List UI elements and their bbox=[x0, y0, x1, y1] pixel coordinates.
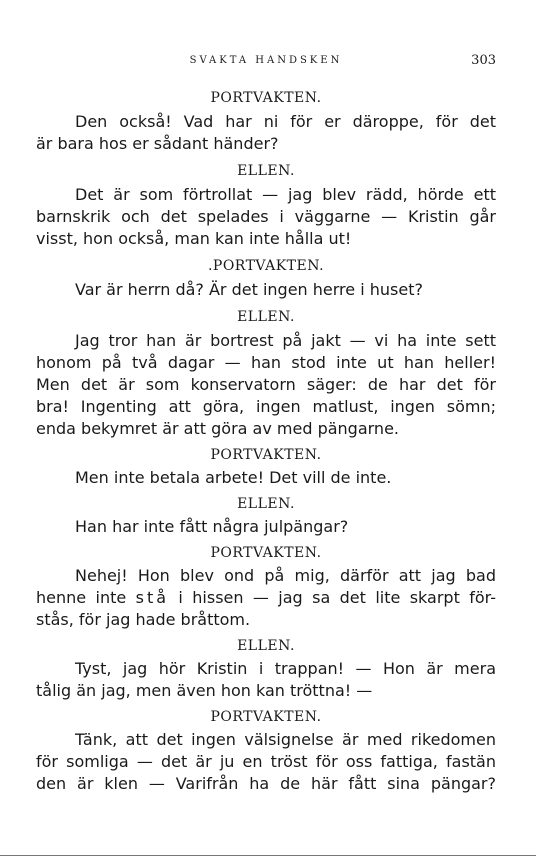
speaker-name: PORTVAKTEN. bbox=[210, 447, 322, 463]
speaker-name: ELLEN. bbox=[237, 309, 295, 325]
dialogue-line bbox=[36, 587, 496, 609]
speaker-name: ELLEN. bbox=[237, 496, 295, 512]
dialogue-line: Var är herrn då? Är det ingen herre i huset? bbox=[75, 280, 423, 299]
running-head: SVAKTA HANDSKEN bbox=[189, 55, 343, 66]
dialogue-line: Men inte betala arbete! Det vill de inte. bbox=[75, 468, 392, 487]
dialogue-line: barnskrik och det spelades i väggarne — Kristin går bbox=[36, 207, 496, 226]
emphasized-text: stå bbox=[135, 588, 170, 607]
dialogue-line: Det är som förtrollat — jag blev rädd, hörde ett bbox=[75, 185, 496, 204]
dialogue-line: Jag tror han är bortrest på jakt — vi ha inte sett bbox=[75, 331, 496, 350]
dialogue-line: Tyst, jag hör Kristin i trappan! — Hon är mera bbox=[75, 659, 496, 678]
dialogue-line: Den också! Vad har ni för er däroppe, för det bbox=[75, 112, 496, 131]
dialogue-line: Han har inte fått några julpängar? bbox=[75, 517, 349, 536]
speaker-name: ELLEN. bbox=[237, 163, 295, 179]
dialogue-line: visst, hon också, man kan inte hålla ut! bbox=[36, 229, 352, 248]
dialogue-line: för somliga — det är ju en tröst för oss fattiga, fastän bbox=[36, 752, 496, 771]
speaker-name: .PORTVAKTEN. bbox=[207, 258, 325, 274]
bottom-rule bbox=[0, 855, 536, 856]
page-number: 303 bbox=[471, 53, 496, 68]
dialogue-text: henne inte bbox=[36, 588, 136, 607]
dialogue-line: bra! Ingenting att göra, ingen matlust, ingen sömn; bbox=[36, 397, 496, 416]
speaker-name: ELLEN. bbox=[237, 638, 295, 654]
dialogue-line: den är klen — Varifrån ha de här fått sina pängar? bbox=[36, 774, 496, 793]
dialogue-line: Tänk, att det ingen välsignelse är med rikedomen bbox=[75, 730, 496, 749]
dialogue-line: tålig än jag, men även hon kan tröttna! — bbox=[36, 681, 373, 700]
dialogue-line: stås, för jag hade bråttom. bbox=[36, 610, 251, 629]
dialogue-text: i hissen — jag sa det lite skarpt för- bbox=[169, 588, 497, 607]
speaker-name: PORTVAKTEN. bbox=[210, 709, 322, 725]
speaker-name: PORTVAKTEN. bbox=[210, 545, 322, 561]
dialogue-line: Nehej! Hon blev ond på mig, därför att jag bad bbox=[75, 566, 496, 585]
dialogue-line: honom på två dagar — han stod inte ut han heller! bbox=[36, 353, 496, 372]
dialogue-line: är bara hos er sådant händer? bbox=[36, 134, 279, 153]
page-header bbox=[36, 55, 496, 75]
speaker-name: PORTVAKTEN. bbox=[210, 90, 322, 106]
dialogue-line: enda bekymret är att göra av med pängarne. bbox=[36, 419, 399, 438]
dialogue-line: Men det är som konservatorn säger: de har det för bbox=[36, 375, 496, 394]
